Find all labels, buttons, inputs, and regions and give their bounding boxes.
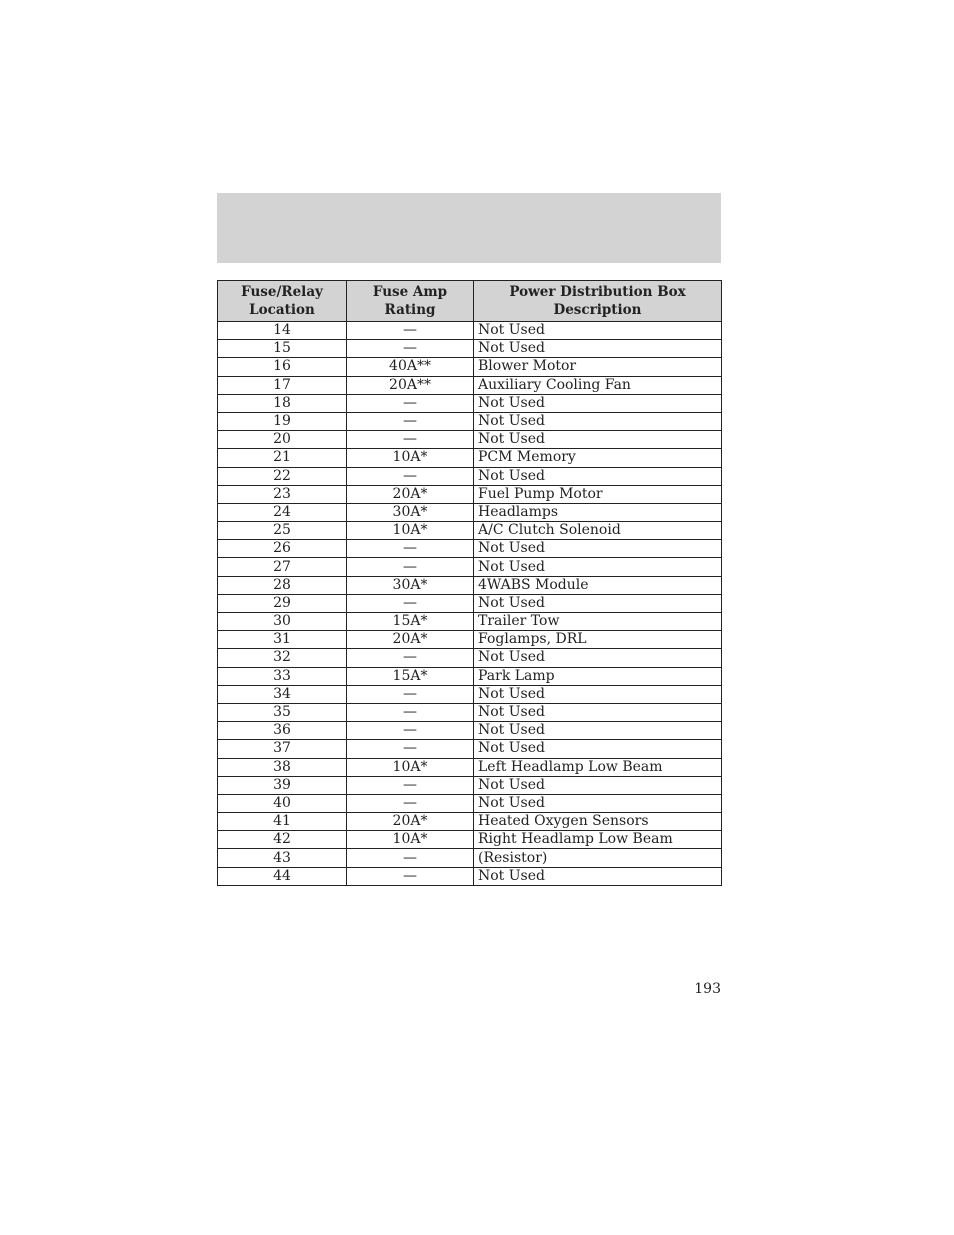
fuse-location-cell: 33 <box>218 667 347 685</box>
description-cell: Trailer Tow <box>474 613 722 631</box>
fuse-location-cell: 20 <box>218 431 347 449</box>
amp-rating-cell: 10A* <box>347 831 474 849</box>
table-row <box>218 576 722 594</box>
description-cell: (Resistor) <box>474 849 722 867</box>
table-row <box>218 758 722 776</box>
fuse-location-cell: 43 <box>218 849 347 867</box>
amp-rating-cell: 10A* <box>347 449 474 467</box>
amp-rating-cell: — <box>347 722 474 740</box>
fuse-location-cell: 44 <box>218 867 347 885</box>
amp-rating-cell: 30A* <box>347 576 474 594</box>
header-description: Power Distribution Box Description <box>474 281 722 322</box>
table-row <box>218 412 722 430</box>
fuse-location-cell: 35 <box>218 703 347 721</box>
description-cell: Right Headlamp Low Beam <box>474 831 722 849</box>
fuse-location-cell: 42 <box>218 831 347 849</box>
amp-rating-cell: — <box>347 849 474 867</box>
fuse-location-cell: 18 <box>218 394 347 412</box>
description-cell: Not Used <box>474 558 722 576</box>
description-cell: Not Used <box>474 340 722 358</box>
fuse-location-cell: 17 <box>218 376 347 394</box>
table-row <box>218 431 722 449</box>
amp-rating-cell: — <box>347 431 474 449</box>
fuse-location-cell: 16 <box>218 358 347 376</box>
fuse-location-cell: 36 <box>218 722 347 740</box>
description-cell: Not Used <box>474 776 722 794</box>
description-cell: Not Used <box>474 594 722 612</box>
description-cell: Not Used <box>474 540 722 558</box>
description-cell: Not Used <box>474 867 722 885</box>
fuse-location-cell: 19 <box>218 412 347 430</box>
description-cell: PCM Memory <box>474 449 722 467</box>
amp-rating-cell: — <box>347 322 474 340</box>
amp-rating-cell: 10A* <box>347 522 474 540</box>
description-cell: Not Used <box>474 412 722 430</box>
description-cell: Not Used <box>474 394 722 412</box>
amp-rating-cell: — <box>347 558 474 576</box>
table-row <box>218 849 722 867</box>
table-row <box>218 540 722 558</box>
description-cell: Park Lamp <box>474 667 722 685</box>
description-cell: Not Used <box>474 794 722 812</box>
description-cell: Heated Oxygen Sensors <box>474 813 722 831</box>
description-cell: 4WABS Module <box>474 576 722 594</box>
table-row <box>218 740 722 758</box>
amp-rating-cell: — <box>347 594 474 612</box>
amp-rating-cell: 20A* <box>347 631 474 649</box>
fuse-location-cell: 21 <box>218 449 347 467</box>
table-header-row <box>218 281 722 322</box>
description-cell: Not Used <box>474 722 722 740</box>
amp-rating-cell: 15A* <box>347 667 474 685</box>
table-row <box>218 667 722 685</box>
amp-rating-cell: — <box>347 703 474 721</box>
description-cell: Foglamps, DRL <box>474 631 722 649</box>
section-header-bar <box>217 193 721 263</box>
fuse-location-cell: 32 <box>218 649 347 667</box>
table-row <box>218 449 722 467</box>
description-cell: Blower Motor <box>474 358 722 376</box>
amp-rating-cell: — <box>347 685 474 703</box>
amp-rating-cell: 15A* <box>347 613 474 631</box>
table-row <box>218 594 722 612</box>
amp-rating-cell: 40A** <box>347 358 474 376</box>
table-row <box>218 813 722 831</box>
description-cell: Not Used <box>474 322 722 340</box>
fuse-location-cell: 22 <box>218 467 347 485</box>
table-row <box>218 776 722 794</box>
description-cell: Not Used <box>474 703 722 721</box>
amp-rating-cell: 20A** <box>347 376 474 394</box>
table-row <box>218 558 722 576</box>
table-row <box>218 703 722 721</box>
description-cell: Not Used <box>474 467 722 485</box>
amp-rating-cell: — <box>347 467 474 485</box>
fuse-location-cell: 29 <box>218 594 347 612</box>
table-row <box>218 467 722 485</box>
amp-rating-cell: 10A* <box>347 758 474 776</box>
table-row <box>218 831 722 849</box>
table-row <box>218 485 722 503</box>
table-row <box>218 376 722 394</box>
page-number: 193 <box>694 981 721 997</box>
fuse-table <box>217 280 722 886</box>
fuse-location-cell: 34 <box>218 685 347 703</box>
fuse-location-cell: 38 <box>218 758 347 776</box>
amp-rating-cell: — <box>347 649 474 667</box>
table-row <box>218 322 722 340</box>
fuse-location-cell: 15 <box>218 340 347 358</box>
fuse-location-cell: 30 <box>218 613 347 631</box>
fuse-location-cell: 25 <box>218 522 347 540</box>
amp-rating-cell: — <box>347 776 474 794</box>
description-cell: Left Headlamp Low Beam <box>474 758 722 776</box>
header-amp-rating: Fuse Amp Rating <box>347 281 474 322</box>
fuse-location-cell: 37 <box>218 740 347 758</box>
table-row <box>218 685 722 703</box>
header-location: Fuse/Relay Location <box>218 281 347 322</box>
table-row <box>218 794 722 812</box>
amp-rating-cell: — <box>347 740 474 758</box>
table-body <box>218 322 722 886</box>
amp-rating-cell: — <box>347 394 474 412</box>
description-cell: Not Used <box>474 431 722 449</box>
description-cell: Not Used <box>474 649 722 667</box>
description-cell: Fuel Pump Motor <box>474 485 722 503</box>
description-cell: Auxiliary Cooling Fan <box>474 376 722 394</box>
fuse-location-cell: 24 <box>218 503 347 521</box>
fuse-location-cell: 41 <box>218 813 347 831</box>
table-row <box>218 394 722 412</box>
amp-rating-cell: 30A* <box>347 503 474 521</box>
description-cell: Not Used <box>474 740 722 758</box>
fuse-location-cell: 14 <box>218 322 347 340</box>
amp-rating-cell: 20A* <box>347 813 474 831</box>
table-row <box>218 522 722 540</box>
table-row <box>218 358 722 376</box>
amp-rating-cell: — <box>347 412 474 430</box>
table-row <box>218 503 722 521</box>
amp-rating-cell: 20A* <box>347 485 474 503</box>
table-row <box>218 722 722 740</box>
table-row <box>218 867 722 885</box>
fuse-location-cell: 28 <box>218 576 347 594</box>
amp-rating-cell: — <box>347 540 474 558</box>
fuse-location-cell: 26 <box>218 540 347 558</box>
amp-rating-cell: — <box>347 867 474 885</box>
description-cell: Headlamps <box>474 503 722 521</box>
amp-rating-cell: — <box>347 794 474 812</box>
description-cell: Not Used <box>474 685 722 703</box>
table-row <box>218 340 722 358</box>
table-row <box>218 649 722 667</box>
amp-rating-cell: — <box>347 340 474 358</box>
description-cell: A/C Clutch Solenoid <box>474 522 722 540</box>
fuse-location-cell: 40 <box>218 794 347 812</box>
fuse-location-cell: 27 <box>218 558 347 576</box>
fuse-location-cell: 31 <box>218 631 347 649</box>
fuse-location-cell: 23 <box>218 485 347 503</box>
fuse-location-cell: 39 <box>218 776 347 794</box>
table-row <box>218 631 722 649</box>
table-row <box>218 613 722 631</box>
